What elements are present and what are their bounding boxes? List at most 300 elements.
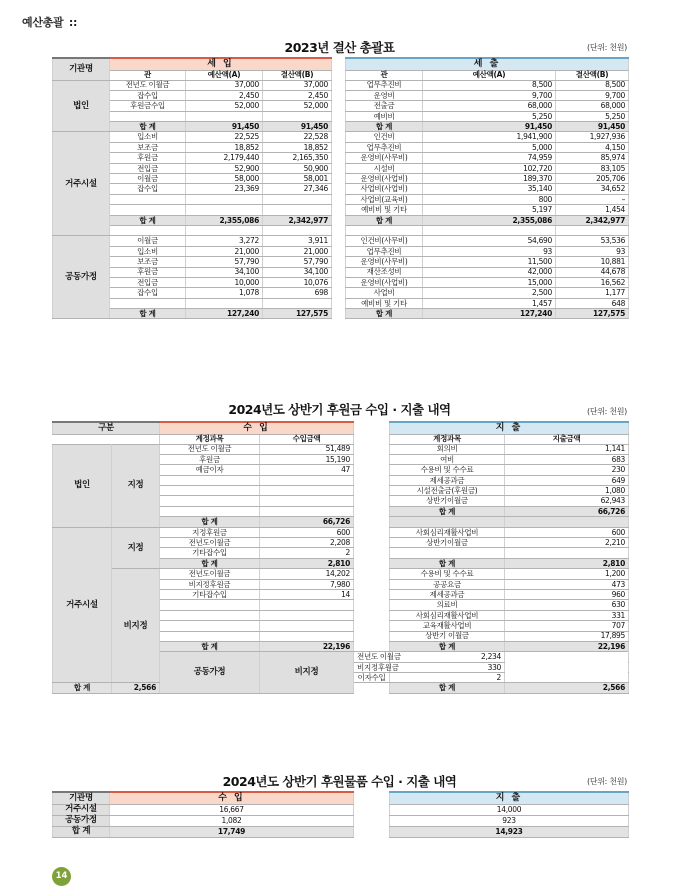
income-amount <box>260 486 354 496</box>
expense-settle: 1,454 <box>556 205 629 215</box>
expense-item: 재산조성비 <box>346 267 423 277</box>
column-gap <box>332 225 346 235</box>
column-gap <box>354 517 390 527</box>
expense-budget: 800 <box>423 194 556 204</box>
table-row <box>53 298 629 308</box>
income-account: 기타잡수입 <box>160 589 260 599</box>
header-agency: 기관명 <box>53 792 110 804</box>
header-agency: 기관명 <box>53 58 110 80</box>
column-gap <box>354 422 390 444</box>
spend-account: 사회심리재활사업비 <box>390 527 505 537</box>
spend-amount: 2,810 <box>505 558 629 568</box>
expense-settle: 8,500 <box>556 80 629 90</box>
expense-budget: 11,500 <box>423 257 556 267</box>
column-gap <box>332 298 346 308</box>
expense-budget: 189,370 <box>423 174 556 184</box>
table-row <box>53 174 629 184</box>
income-amount: 15,190 <box>260 454 354 464</box>
revenue-item: 전년도 이월금 <box>110 80 186 90</box>
income-amount: 2,208 <box>260 538 354 548</box>
spend-account: 시설전출금(후원금) <box>390 486 505 496</box>
expense-item <box>346 225 423 235</box>
header-gwan-expense: 관 <box>346 70 423 80</box>
table-row <box>53 309 629 319</box>
income-amount: 1,082 <box>110 815 354 826</box>
expense-budget: 1,457 <box>423 298 556 308</box>
revenue-budget <box>186 194 263 204</box>
table-row <box>53 101 629 111</box>
column-gap <box>354 804 390 815</box>
expense-budget: 42,000 <box>423 267 556 277</box>
column-gap <box>354 569 390 579</box>
expense-budget: 127,240 <box>423 309 556 319</box>
revenue-budget: 2,355,086 <box>186 215 263 225</box>
spend-account: 합 계 <box>390 641 505 651</box>
spend-amount: 1,200 <box>505 569 629 579</box>
expense-budget: 102,720 <box>423 163 556 173</box>
column-gap <box>332 142 346 152</box>
table1-unit: (단위: 천원) <box>587 43 627 52</box>
blank-header <box>53 434 160 444</box>
column-gap <box>354 589 390 599</box>
revenue-item: 잡수입 <box>110 288 186 298</box>
column-gap <box>332 101 346 111</box>
header-income-amount: 수입금액 <box>260 434 354 444</box>
agency-name: 공동가정 <box>53 236 110 319</box>
table-row <box>53 569 629 579</box>
expense-settle: 93 <box>556 246 629 256</box>
column-gap <box>332 205 346 215</box>
income-amount <box>260 506 354 516</box>
header-gwan-revenue: 관 <box>110 70 186 80</box>
income-amount <box>260 600 354 610</box>
expense-item: 합 계 <box>346 309 423 319</box>
table-row <box>53 205 629 215</box>
expense-settle: 648 <box>556 298 629 308</box>
revenue-budget: 23,369 <box>186 184 263 194</box>
income-account <box>160 475 260 485</box>
income-amount: 2,234 <box>390 652 505 662</box>
income-account: 전년도이월금 <box>160 538 260 548</box>
column-gap <box>354 465 390 475</box>
column-gap <box>354 600 390 610</box>
agency-name: 거주시설 <box>53 132 110 236</box>
table-row <box>53 277 629 287</box>
column-gap <box>354 631 390 641</box>
expense-settle: 91,450 <box>556 122 629 132</box>
column-gap <box>354 496 390 506</box>
expense-item: 합 계 <box>346 215 423 225</box>
income-account: 합 계 <box>53 683 112 693</box>
spend-account <box>390 517 505 527</box>
agency-name: 공동가정 <box>160 652 260 694</box>
spend-account: 합 계 <box>390 506 505 516</box>
expense-budget: 5,000 <box>423 142 556 152</box>
table-row <box>53 142 629 152</box>
income-amount: 22,196 <box>260 641 354 651</box>
table-row <box>53 434 629 444</box>
column-gap <box>332 288 346 298</box>
column-gap <box>332 257 346 267</box>
table-row <box>53 422 629 434</box>
income-account: 합 계 <box>160 641 260 651</box>
expense-settle: 85,974 <box>556 153 629 163</box>
spend-account: 제세공과금 <box>390 475 505 485</box>
revenue-budget: 34,100 <box>186 267 263 277</box>
revenue-settle: 2,450 <box>263 90 332 100</box>
spend-account: 상반기이월금 <box>390 538 505 548</box>
income-account <box>160 506 260 516</box>
revenue-budget: 22,525 <box>186 132 263 142</box>
revenue-settle: 37,000 <box>263 80 332 90</box>
income-account: 전년도 이월금 <box>354 652 390 662</box>
expense-budget: 2,355,086 <box>423 215 556 225</box>
income-account: 예금이자 <box>160 465 260 475</box>
income-amount <box>260 496 354 506</box>
revenue-budget: 127,240 <box>186 309 263 319</box>
header-settle-revenue: 결산액(B) <box>263 70 332 80</box>
column-gap <box>354 641 390 651</box>
income-account: 기타잡수입 <box>160 548 260 558</box>
expense-item: 운영비(사업비) <box>346 277 423 287</box>
column-gap <box>332 80 346 90</box>
expense-settle: 1,927,936 <box>556 132 629 142</box>
revenue-item: 후원금 <box>110 153 186 163</box>
expense-item: 사업비(사업비) <box>346 184 423 194</box>
revenue-budget: 21,000 <box>186 246 263 256</box>
expense-item: 전출금 <box>346 101 423 111</box>
expense-settle <box>556 225 629 235</box>
spend-amount: 2,210 <box>505 538 629 548</box>
spend-account: 합 계 <box>390 683 505 693</box>
expense-budget: 93 <box>423 246 556 256</box>
spend-amount: 649 <box>505 475 629 485</box>
spend-amount: 14,923 <box>390 826 629 837</box>
expense-item: 운영비(사무비) <box>346 257 423 267</box>
spend-amount: 683 <box>505 454 629 464</box>
column-gap <box>505 662 629 672</box>
expense-settle: 9,700 <box>556 90 629 100</box>
expense-settle: 127,575 <box>556 309 629 319</box>
designation-type: 비지정 <box>112 569 160 683</box>
expense-item: 사업비(교육비) <box>346 194 423 204</box>
table-row <box>53 122 629 132</box>
table-row <box>53 225 629 235</box>
expense-budget: 15,000 <box>423 277 556 287</box>
column-gap <box>332 277 346 287</box>
revenue-settle: 52,000 <box>263 101 332 111</box>
expense-item: 업무추진비 <box>346 246 423 256</box>
spend-amount: 707 <box>505 621 629 631</box>
revenue-item: 이월금 <box>110 236 186 246</box>
revenue-item: 이월금 <box>110 174 186 184</box>
income-amount: 17,749 <box>110 826 354 837</box>
revenue-item <box>110 298 186 308</box>
revenue-item: 전입금 <box>110 277 186 287</box>
expense-settle: 83,105 <box>556 163 629 173</box>
income-account: 비지정후원금 <box>354 662 390 672</box>
column-gap <box>332 111 346 121</box>
revenue-item <box>110 194 186 204</box>
expense-item: 운영비(사무비) <box>346 153 423 163</box>
column-gap <box>332 246 346 256</box>
revenue-item: 합 계 <box>110 309 186 319</box>
column-gap <box>354 527 390 537</box>
income-amount: 51,489 <box>260 444 354 454</box>
table-row <box>53 153 629 163</box>
spend-account: 의료비 <box>390 600 505 610</box>
revenue-budget <box>186 205 263 215</box>
revenue-settle: 21,000 <box>263 246 332 256</box>
column-gap <box>354 558 390 568</box>
income-account <box>160 631 260 641</box>
donation-income-expense-table <box>52 421 629 694</box>
column-gap <box>354 826 390 837</box>
revenue-settle: 50,900 <box>263 163 332 173</box>
column-gap <box>332 267 346 277</box>
table-row <box>53 184 629 194</box>
revenue-item: 후원금 <box>110 267 186 277</box>
header-expense: 세 출 <box>346 58 629 70</box>
spend-amount: 1,141 <box>505 444 629 454</box>
revenue-budget <box>186 225 263 235</box>
designation-type: 비지정 <box>260 652 354 694</box>
spend-account: 사회심리재활사업비 <box>390 610 505 620</box>
column-gap <box>505 652 629 662</box>
income-amount: 2 <box>260 548 354 558</box>
revenue-item: 잡수입 <box>110 90 186 100</box>
revenue-budget <box>186 298 263 308</box>
column-gap <box>332 58 346 80</box>
income-account: 이자수입 <box>354 673 390 683</box>
income-account <box>160 621 260 631</box>
revenue-settle <box>263 225 332 235</box>
spend-amount: 2,566 <box>505 683 629 693</box>
income-amount: 2,566 <box>112 683 160 693</box>
expense-settle: 68,000 <box>556 101 629 111</box>
column-gap <box>354 506 390 516</box>
income-account: 비지정후원금 <box>160 579 260 589</box>
column-gap <box>332 309 346 319</box>
revenue-settle: 10,076 <box>263 277 332 287</box>
column-gap <box>332 194 346 204</box>
expense-settle: 10,881 <box>556 257 629 267</box>
revenue-settle: 127,575 <box>263 309 332 319</box>
expense-item: 시설비 <box>346 163 423 173</box>
spend-amount <box>505 517 629 527</box>
header-income: 수 입 <box>160 422 354 434</box>
income-account: 전년도이월금 <box>160 569 260 579</box>
revenue-settle: 18,852 <box>263 142 332 152</box>
table-row <box>53 58 629 70</box>
header-revenue: 세 입 <box>110 58 332 70</box>
expense-budget <box>423 225 556 235</box>
table-row <box>53 132 629 142</box>
expense-item: 사업비 <box>346 288 423 298</box>
column-gap <box>332 236 346 246</box>
revenue-budget <box>186 111 263 121</box>
spend-account: 제세공과금 <box>390 589 505 599</box>
revenue-settle: 2,342,977 <box>263 215 332 225</box>
expense-item: 업무추진비 <box>346 142 423 152</box>
income-account <box>160 600 260 610</box>
revenue-settle: 34,100 <box>263 267 332 277</box>
column-gap <box>354 454 390 464</box>
expense-budget: 8,500 <box>423 80 556 90</box>
expense-settle: 34,652 <box>556 184 629 194</box>
revenue-settle <box>263 194 332 204</box>
table2-title: 2024년도 상반기 후원금 수입 · 지출 내역 <box>228 402 451 417</box>
spend-amount: 22,196 <box>505 641 629 651</box>
table-row <box>53 444 629 454</box>
settlement-summary-table <box>52 57 629 319</box>
income-amount: 600 <box>260 527 354 537</box>
income-amount: 330 <box>390 662 505 672</box>
spend-amount: 331 <box>505 610 629 620</box>
income-amount: 14,202 <box>260 569 354 579</box>
column-gap <box>332 132 346 142</box>
revenue-budget: 10,000 <box>186 277 263 287</box>
table-row <box>53 111 629 121</box>
revenue-item: 전입금 <box>110 163 186 173</box>
header-budget-revenue: 예산액(A) <box>186 70 263 80</box>
column-gap <box>332 163 346 173</box>
spend-account: 교육재활사업비 <box>390 621 505 631</box>
table-row <box>53 194 629 204</box>
spend-account: 수용비 및 수수료 <box>390 465 505 475</box>
column-gap <box>354 792 390 804</box>
spend-amount: 1,080 <box>505 486 629 496</box>
expense-budget: 2,500 <box>423 288 556 298</box>
expense-settle: 53,536 <box>556 236 629 246</box>
page-number-badge: 14 <box>52 867 71 886</box>
revenue-item: 후원금수입 <box>110 101 186 111</box>
table-row <box>53 288 629 298</box>
expense-item: 인건비 <box>346 132 423 142</box>
column-gap <box>354 444 390 454</box>
expense-budget: 5,250 <box>423 111 556 121</box>
agency-name: 거주시설 <box>53 804 110 815</box>
table-row <box>53 246 629 256</box>
income-account: 합 계 <box>160 517 260 527</box>
revenue-budget: 3,272 <box>186 236 263 246</box>
revenue-settle <box>263 111 332 121</box>
revenue-item: 합 계 <box>110 215 186 225</box>
expense-budget: 74,959 <box>423 153 556 163</box>
income-amount: 16,667 <box>110 804 354 815</box>
expense-item: 인건비(사무비) <box>346 236 423 246</box>
revenue-item: 보조금 <box>110 257 186 267</box>
spend-account: 수용비 및 수수료 <box>390 569 505 579</box>
expense-budget: 1,941,900 <box>423 132 556 142</box>
table-row <box>53 80 629 90</box>
header-settle-expense: 결산액(B) <box>556 70 629 80</box>
income-amount <box>260 610 354 620</box>
revenue-settle: 22,528 <box>263 132 332 142</box>
income-amount: 66,726 <box>260 517 354 527</box>
column-gap <box>332 153 346 163</box>
table-row <box>53 257 629 267</box>
income-account: 합 계 <box>160 558 260 568</box>
expense-item: 예비비 및 기타 <box>346 205 423 215</box>
revenue-settle <box>263 205 332 215</box>
header-account-income: 계정과목 <box>160 434 260 444</box>
column-gap <box>354 815 390 826</box>
header-account-spend: 계정과목 <box>390 434 505 444</box>
expense-budget: 5,197 <box>423 205 556 215</box>
table3-unit: (단위: 천원) <box>587 777 627 786</box>
donated-goods-table <box>52 791 629 838</box>
expense-settle: 205,706 <box>556 174 629 184</box>
header-spend: 지 출 <box>390 792 629 804</box>
revenue-item: 보조금 <box>110 142 186 152</box>
revenue-budget: 1,078 <box>186 288 263 298</box>
revenue-budget: 37,000 <box>186 80 263 90</box>
column-gap <box>354 548 390 558</box>
designation-type: 지정 <box>112 527 160 569</box>
expense-settle: 5,250 <box>556 111 629 121</box>
section-header-label: 예산총괄 <box>22 16 64 29</box>
spend-amount: 17,895 <box>505 631 629 641</box>
spend-account: 상반기 이월금 <box>390 631 505 641</box>
revenue-settle: 3,911 <box>263 236 332 246</box>
section-header-mark: :: <box>68 16 78 29</box>
revenue-budget: 2,450 <box>186 90 263 100</box>
revenue-settle: 58,001 <box>263 174 332 184</box>
agency-name: 합 계 <box>53 826 110 837</box>
expense-item: 운영비 <box>346 90 423 100</box>
income-amount <box>260 475 354 485</box>
expense-item: 운영비(사업비) <box>346 174 423 184</box>
income-amount: 7,980 <box>260 579 354 589</box>
column-gap <box>332 90 346 100</box>
section-header <box>22 14 77 30</box>
table-row <box>53 804 629 815</box>
table-row <box>53 267 629 277</box>
expense-item: 업무추진비 <box>346 80 423 90</box>
expense-settle: 44,678 <box>556 267 629 277</box>
revenue-item: 합 계 <box>110 122 186 132</box>
spend-amount: 62,943 <box>505 496 629 506</box>
table-row <box>53 826 629 837</box>
table-row <box>53 815 629 826</box>
expense-settle: – <box>556 194 629 204</box>
revenue-budget: 91,450 <box>186 122 263 132</box>
revenue-item <box>110 205 186 215</box>
spend-account: 여비 <box>390 454 505 464</box>
expense-budget: 68,000 <box>423 101 556 111</box>
revenue-item <box>110 111 186 121</box>
income-account: 전년도 이월금 <box>160 444 260 454</box>
income-account: 지정후원금 <box>160 527 260 537</box>
header-budget-expense: 예산액(A) <box>423 70 556 80</box>
expense-settle: 2,342,977 <box>556 215 629 225</box>
column-gap <box>332 184 346 194</box>
revenue-item: 입소비 <box>110 132 186 142</box>
spend-amount: 66,726 <box>505 506 629 516</box>
spend-amount: 14,000 <box>390 804 629 815</box>
revenue-settle: 2,165,350 <box>263 153 332 163</box>
income-account <box>160 496 260 506</box>
header-spend-amount: 지출금액 <box>505 434 629 444</box>
spend-amount: 230 <box>505 465 629 475</box>
revenue-budget: 52,000 <box>186 101 263 111</box>
spend-amount <box>505 548 629 558</box>
column-gap <box>354 579 390 589</box>
income-amount: 2,810 <box>260 558 354 568</box>
expense-budget: 35,140 <box>423 184 556 194</box>
spend-account <box>390 548 505 558</box>
